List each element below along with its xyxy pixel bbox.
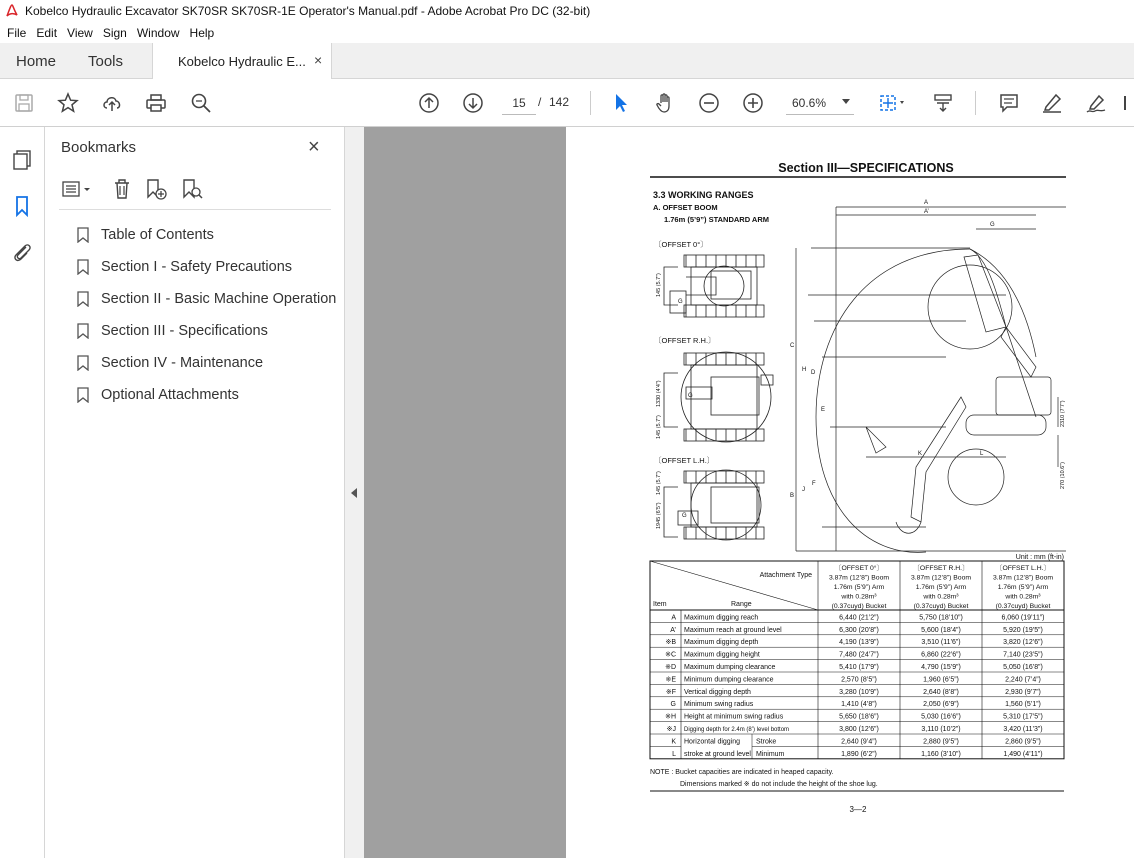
bookmark-icon xyxy=(77,355,89,371)
table-cell-value: 5,310 (17’5”) xyxy=(1003,713,1043,721)
offsetLH-label: 〔OFFSET L.H.〕 xyxy=(654,456,715,465)
table-cell-range: Maximum reach at ground level xyxy=(684,626,782,634)
attachment-icon[interactable] xyxy=(11,241,35,265)
table-head-range: Range xyxy=(731,601,752,608)
select-arrow-icon[interactable] xyxy=(609,91,633,115)
dim-E: E xyxy=(821,407,826,413)
table-cell-value: 6,060 (19’11”) xyxy=(1001,614,1045,622)
table-col-header: 3.87m (12’8”) Boom xyxy=(910,574,972,582)
zoom-search-icon[interactable] xyxy=(189,91,213,115)
dim-B: B xyxy=(790,493,795,499)
page-down-icon[interactable] xyxy=(461,91,485,115)
table-cell-value: 5,410 (17’9”) xyxy=(839,664,879,671)
table-head-attach: Attachment Type xyxy=(759,572,812,579)
table-col-header: 3.87m (12’8”) Boom xyxy=(828,574,890,582)
table-cell-range: Maximum digging height xyxy=(684,651,760,659)
top-view-offset-rh xyxy=(664,352,773,442)
dim-s3: 145 (5.7”) xyxy=(656,415,662,439)
bookmark-label: Table of Contents xyxy=(101,227,214,243)
bookmark-item-optional[interactable] xyxy=(77,385,337,405)
title-bar xyxy=(0,0,1134,22)
table-col-header: 1.76m (5’9”) Arm xyxy=(997,584,1049,591)
bookmarks-title: Bookmarks xyxy=(61,139,137,156)
panel-collapse-handle[interactable] xyxy=(345,127,364,858)
table-cell-value: 7,140 (23’5”) xyxy=(1003,651,1043,659)
table-cell-value: 6,300 (20’8”) xyxy=(839,626,879,634)
table-cell-value: 5,750 (18’10”) xyxy=(919,614,963,622)
dim-J: J xyxy=(802,487,805,493)
new-bookmark-icon[interactable] xyxy=(145,178,169,202)
table-cell-value: 1,960 (6’5”) xyxy=(923,676,959,684)
save-icon[interactable] xyxy=(12,91,36,115)
zoom-out-icon[interactable] xyxy=(697,91,721,115)
table-cell-item: A’ xyxy=(670,626,676,634)
bookmark-item-section-1[interactable] xyxy=(77,257,337,277)
bookmark-label: Optional Attachments xyxy=(101,387,239,403)
table-cell-value: 5,030 (16’6”) xyxy=(921,713,961,721)
bookmark-icon xyxy=(77,227,89,243)
toolbar-divider xyxy=(975,91,976,115)
dim-g1: G xyxy=(678,299,683,305)
table-cell-item: K xyxy=(671,738,676,746)
table-cell-value: 3,800 (12’6”) xyxy=(839,726,879,733)
table-col-header: with 0.28m³ xyxy=(923,593,959,601)
tab-home[interactable]: Home xyxy=(16,53,57,70)
sign-icon[interactable] xyxy=(1084,91,1108,115)
table-cell-value: 5,920 (19’5”) xyxy=(1003,626,1043,634)
table-cell-item: ※D xyxy=(665,664,676,671)
table-cell-item: ※H xyxy=(665,713,676,721)
dim-h2: 270 (10.6”) xyxy=(1060,462,1066,489)
doc-subsection: A. OFFSET BOOM xyxy=(653,203,718,212)
offsetRH-label: 〔OFFSET R.H.〕 xyxy=(654,336,716,345)
table-cell-value: 5,050 (16’8”) xyxy=(1003,664,1043,671)
table-cell-value: 3,420 (11’3”) xyxy=(1003,726,1043,733)
table-cell-item: ※J xyxy=(666,726,676,733)
comment-icon[interactable] xyxy=(997,91,1021,115)
table-col-header: 1.76m (5’9”) Arm xyxy=(915,584,967,591)
upload-icon[interactable] xyxy=(100,91,124,115)
bookmarks-panel xyxy=(45,127,345,858)
table-cell-value: 2,050 (6’9”) xyxy=(923,701,959,709)
dim-A2: A’ xyxy=(924,209,929,215)
table-col-header: with 0.28m³ xyxy=(1005,593,1041,601)
table-cell-value: 6,440 (21’2”) xyxy=(839,614,879,622)
table-cell-sub: Minimum xyxy=(756,750,785,758)
bookmark-icon xyxy=(77,259,89,275)
bookmark-label: Section IV - Maintenance xyxy=(101,355,264,371)
table-cell-value: 3,510 (11’6”) xyxy=(921,639,961,647)
tab-document-label: Kobelco Hydraulic E... xyxy=(178,54,306,69)
top-view-offset-lh xyxy=(664,470,764,540)
bookmark-label: Section III - Specifications xyxy=(101,323,268,339)
bookmark-item-section-4[interactable] xyxy=(77,353,337,373)
table-cell-value: 7,480 (24’7”) xyxy=(839,651,879,659)
collapse-arrow-icon xyxy=(351,488,357,498)
find-bookmark-icon[interactable] xyxy=(181,178,205,202)
chevron-down-icon xyxy=(842,99,850,104)
table-col-header: 〔OFFSET 0°〕 xyxy=(834,565,884,572)
menu-sign[interactable]: Sign xyxy=(102,25,127,40)
bookmark-icon xyxy=(77,323,89,339)
tab-bar xyxy=(0,43,1134,79)
table-cell-value: 5,600 (18’4”) xyxy=(921,626,961,634)
table-cell-value: 4,790 (15’9”) xyxy=(921,664,961,671)
page-separator: / xyxy=(538,95,542,109)
table-cell-sub: Stroke xyxy=(756,738,777,746)
pdf-page-content xyxy=(566,127,1134,858)
highlight-icon[interactable] xyxy=(1040,91,1064,115)
dim-G: G xyxy=(990,222,995,228)
bookmark-list xyxy=(77,225,337,417)
table-cell-range: Maximum dumping clearance xyxy=(684,664,776,671)
table-cell-value: 2,640 (8’8”) xyxy=(923,688,959,696)
dim-g3: G xyxy=(682,513,687,519)
table-col-header: with 0.28m³ xyxy=(841,593,877,601)
table-cell-range: Horizontal digging xyxy=(684,738,741,746)
bookmark-options-icon[interactable] xyxy=(61,178,95,202)
table-col-header: (0.37cuyd) Bucket xyxy=(995,603,1051,610)
zoom-level-value: 60.6% xyxy=(792,95,827,110)
table-cell-value: 5,650 (18’6”) xyxy=(839,713,879,721)
toolbar xyxy=(0,79,1134,127)
bookmark-item-section-2[interactable] xyxy=(77,289,337,309)
table-cell-value: 1,410 (4’8”) xyxy=(841,701,877,709)
document-viewport[interactable] xyxy=(364,127,1134,858)
zoom-level-select[interactable] xyxy=(786,91,854,115)
top-view-offset0 xyxy=(664,255,764,317)
unit-label: Unit : mm (ft-in) xyxy=(1015,554,1064,561)
table-cell-item: ※B xyxy=(665,639,676,647)
table-col-header: 1.76m (5’9”) Arm xyxy=(833,584,885,591)
close-icon[interactable]: × xyxy=(308,136,320,158)
pdf-page xyxy=(566,127,1134,858)
table-cell-item: L xyxy=(672,750,676,758)
dim-F: F xyxy=(812,481,816,487)
table-cell-value: 2,240 (7’4”) xyxy=(1005,676,1041,684)
page-thumbnails-icon[interactable] xyxy=(11,149,35,173)
page-up-icon[interactable] xyxy=(417,91,441,115)
menu-view[interactable]: View xyxy=(67,25,93,40)
bookmark-item-toc[interactable] xyxy=(77,225,337,245)
dim-L: L xyxy=(980,451,984,457)
table-cell-range: Maximum digging depth xyxy=(684,639,759,647)
working-range-diagram xyxy=(796,207,1066,552)
page-number-input[interactable]: 15 xyxy=(502,91,536,115)
tab-tools[interactable]: Tools xyxy=(88,53,124,70)
delete-bookmark-icon[interactable] xyxy=(111,178,135,202)
dim-h1: 2310 (7’7”) xyxy=(1060,400,1066,427)
table-col-header: 3.87m (12’8”) Boom xyxy=(992,574,1054,582)
table-cell-range: Digging depth for 2.4m (8’) level bottom xyxy=(684,727,790,733)
hand-icon[interactable] xyxy=(653,91,677,115)
table-cell-range: Minimum dumping clearance xyxy=(684,676,774,684)
dim-s1: 145 (5.7”) xyxy=(656,273,662,297)
table-cell-item: ※F xyxy=(665,688,676,696)
bookmarks-toolbar xyxy=(59,178,331,204)
table-cell-range: Maximum digging reach xyxy=(684,614,759,622)
table-head-item: Item xyxy=(653,601,667,608)
panel-divider xyxy=(59,209,331,210)
table-cell-value: 2,860 (9’5”) xyxy=(1005,738,1041,746)
dim-H: H xyxy=(802,367,807,373)
dim-s2: 1330 (4’4”) xyxy=(656,380,662,407)
offset0-label: 〔OFFSET 0°〕 xyxy=(654,240,708,249)
table-col-header: 〔OFFSET L.H.〕 xyxy=(995,565,1051,572)
table-cell-value: 6,860 (22’6”) xyxy=(921,651,961,659)
print-icon[interactable] xyxy=(144,91,168,115)
dim-g2: G xyxy=(688,393,693,399)
table-cell-value: 1,490 (4’11”) xyxy=(1003,750,1043,758)
table-cell-item: G xyxy=(670,701,676,709)
doc-section: 3.3 WORKING RANGES xyxy=(653,190,754,200)
dim-s5: 145 (5.7”) xyxy=(656,471,662,495)
menu-file[interactable]: File xyxy=(7,25,27,40)
table-col-header: 〔OFFSET R.H.〕 xyxy=(913,565,969,572)
fit-page-icon[interactable] xyxy=(876,91,910,115)
dim-C: C xyxy=(790,343,795,349)
note-1: NOTE : Bucket capacities are indicated in heaped capacity. xyxy=(650,769,834,776)
table-cell-value: 1,890 (6’2”) xyxy=(841,750,877,758)
table-col-header: (0.37cuyd) Bucket xyxy=(831,603,887,610)
tab-close-icon[interactable]: × xyxy=(314,52,323,68)
bookmark-item-section-3[interactable] xyxy=(77,321,337,341)
menu-edit[interactable]: Edit xyxy=(36,25,58,40)
table-cell-value: 1,160 (3’10”) xyxy=(921,750,961,758)
bookmark-icon xyxy=(77,291,89,307)
table-cell-item: ※C xyxy=(665,651,676,659)
table-cell-range: stroke at ground level xyxy=(684,750,751,758)
spec-table xyxy=(650,561,1064,759)
doc-arm: 1.76m (5’9”) STANDARD ARM xyxy=(664,215,770,224)
table-cell-value: 1,560 (5’1”) xyxy=(1005,701,1041,709)
table-cell-range: Minimum swing radius xyxy=(684,701,754,709)
table-cell-value: 3,110 (10’2”) xyxy=(921,726,961,733)
table-cell-value: 3,820 (12’6”) xyxy=(1003,639,1043,647)
note-2: Dimensions marked ※ do not include the height of the shoe lug. xyxy=(680,781,878,788)
acrobat-logo-icon xyxy=(5,4,19,18)
table-cell-value: 4,190 (13’9”) xyxy=(839,639,879,647)
toolbar-divider xyxy=(590,91,591,115)
doc-header: Section III—SPECIFICATIONS xyxy=(778,161,954,175)
bookmark-label: Section I - Safety Precautions xyxy=(101,259,293,275)
dim-s4: 1945 (6’5”) xyxy=(656,502,662,529)
table-cell-value: 2,640 (9’4”) xyxy=(841,738,877,746)
menu-help[interactable]: Help xyxy=(189,25,215,40)
table-cell-value: 3,280 (10’9”) xyxy=(839,688,879,696)
page-total: 142 xyxy=(549,95,570,109)
table-cell-value: 2,570 (8’5”) xyxy=(841,676,877,684)
table-col-header: (0.37cuyd) Bucket xyxy=(913,603,969,610)
menu-bar xyxy=(0,22,1134,43)
table-cell-value: 2,930 (9’7”) xyxy=(1005,688,1041,696)
table-cell-range: Vertical digging depth xyxy=(684,688,751,696)
dim-A: A xyxy=(924,200,929,206)
table-cell-range: Height at minimum swing radius xyxy=(684,713,784,721)
more-tools-icon[interactable] xyxy=(1122,91,1134,115)
zoom-in-icon[interactable] xyxy=(741,91,765,115)
page-number: 3—2 xyxy=(849,805,867,814)
bookmark-icon xyxy=(77,387,89,403)
table-cell-item: ※E xyxy=(665,676,676,684)
bookmark-panel-icon[interactable] xyxy=(11,195,35,219)
star-icon[interactable] xyxy=(56,91,80,115)
left-rail xyxy=(0,127,45,858)
menu-window[interactable]: Window xyxy=(136,25,180,40)
window-title: Kobelco Hydraulic Excavator SK70SR SK70SR-1E Operator's Manual.pdf - Adobe Acrobat Pro DC (32-bit) xyxy=(25,4,591,18)
table-cell-item: A xyxy=(671,614,676,622)
dim-D: D xyxy=(811,370,816,376)
scroll-mode-icon[interactable] xyxy=(931,91,955,115)
dim-K: K xyxy=(918,451,923,457)
tab-document[interactable] xyxy=(152,43,332,80)
bookmark-label: Section II - Basic Machine Operation xyxy=(101,291,337,307)
table-cell-value: 2,880 (9’5”) xyxy=(923,738,959,746)
